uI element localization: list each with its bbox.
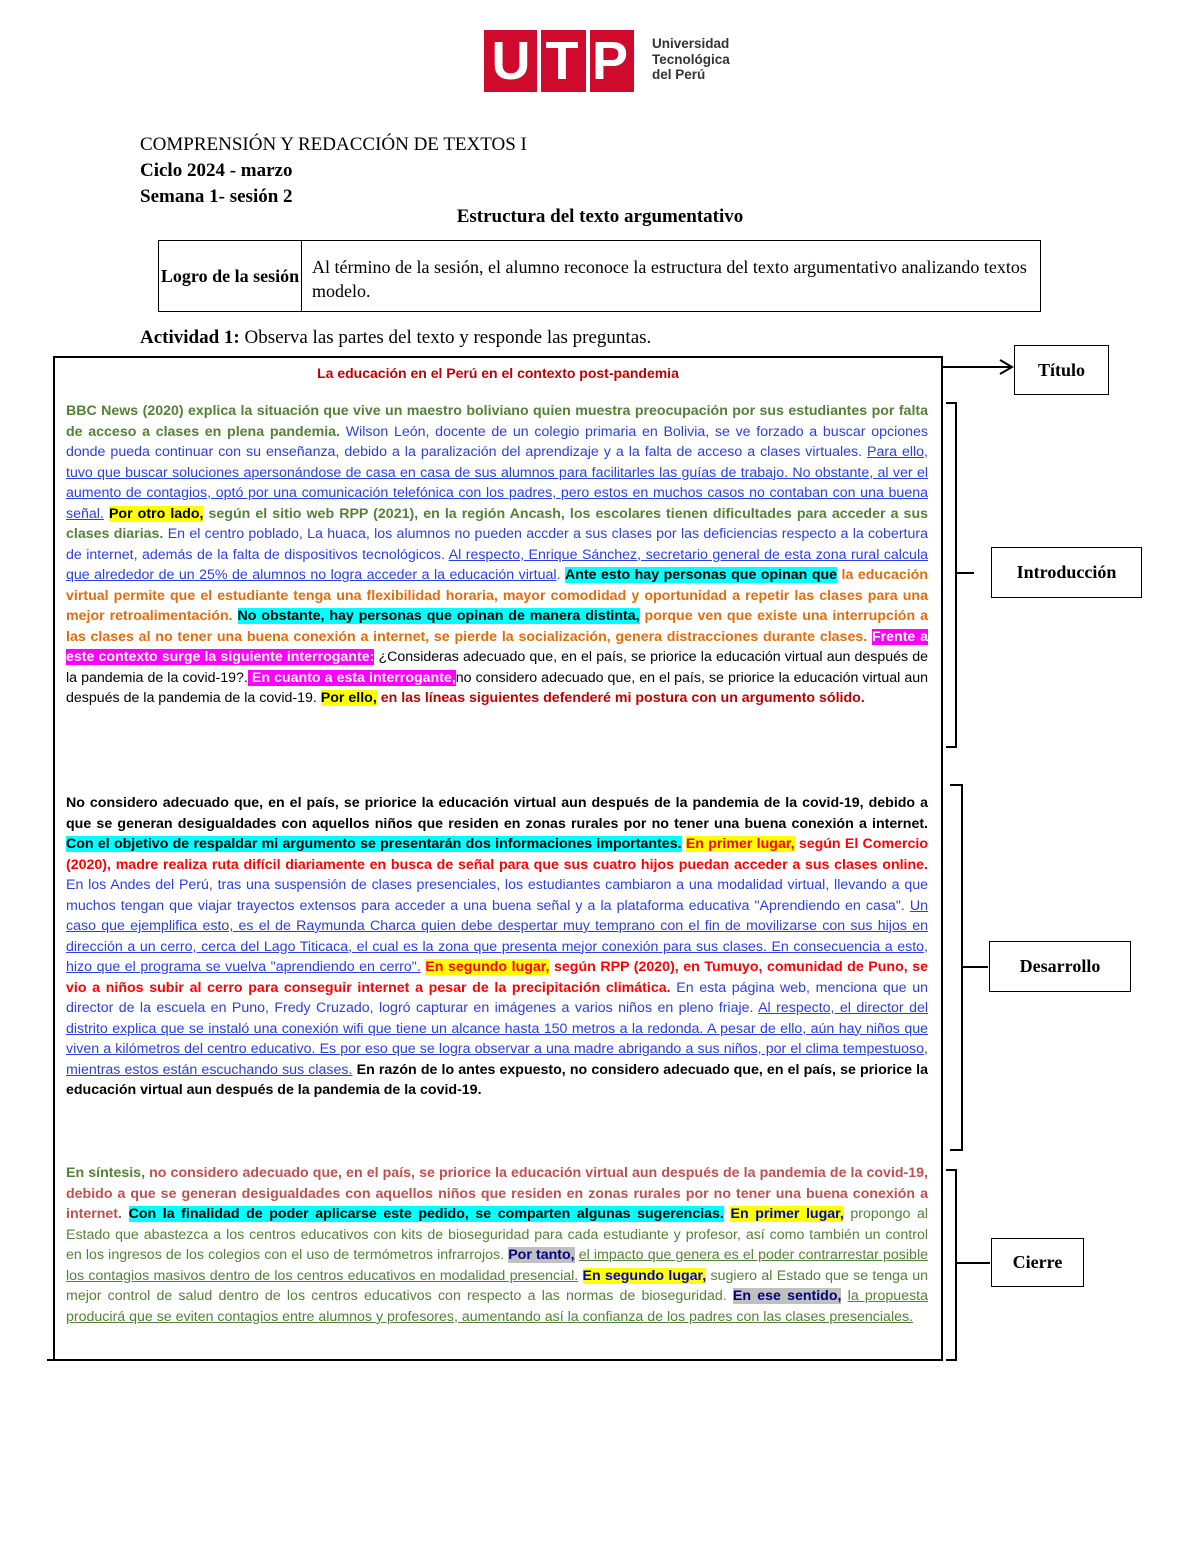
connector-highlight: Con el objetivo de respaldar mi argumento se presentarán dos informaciones importantes. (66, 836, 682, 852)
course-title: COMPRENSIÓN Y REDACCIÓN DE TEXTOS I (140, 134, 527, 155)
cycle-label: Ciclo 2024 - marzo (140, 160, 293, 181)
cierre-text-underlined: la propuesta producirá que se eviten contagios entre alumnos y profesores, aumentando así la confianza de los padres con las clases presenciales. (66, 1288, 929, 1325)
paragraph-desarrollo (66, 793, 928, 1101)
dev-thesis: No considero adecuado que, en el país, se priorice la educación virtual aun después de la pandemia de la covid-19, debido a que se generan desigualdades con aquellos niños que residen en zonas rurales por no tener una buena conexión a internet. (66, 795, 928, 832)
dev-conclusion: En razón de lo antes expuesto, no considero adecuado que, en el país, se priorice la educación virtual aun después de la pandemia de la covid-19. (66, 1061, 928, 1098)
document-header (140, 132, 527, 210)
logo-line-1: Universidad (652, 36, 730, 51)
connector-highlight: Frente a este contexto surge la siguiente interrogante: (66, 628, 928, 665)
label-titulo: Título (1014, 345, 1109, 395)
connector-highlight: No obstante, hay personas que opinan de manera distinta, (237, 608, 640, 624)
cierre-connector: En síntesis, (66, 1165, 146, 1181)
connector-highlight: En ese sentido, (732, 1288, 842, 1304)
cierre-text: propongo al Estado que abastezca a los centros educativos con kits de bioseguridad para cada estudiante y profesor, así como también un control en los ingresos de los colegios con el uso de termómetros infrarrojos. (66, 1206, 929, 1263)
label-cierre: Cierre (991, 1238, 1084, 1287)
connector-highlight: En cuanto a esta interrogante, (247, 669, 456, 686)
logo-letter-t: T (545, 31, 579, 91)
week-label: Semana 1- sesión 2 (140, 186, 293, 207)
intro-thesis: no considero adecuado que, en el país, se priorice la educación virtual aun después de la pandemia de la covid-19. (66, 669, 928, 706)
dev-argument: según El Comercio (2020), madre realiza ruta difícil diariamente en busca de señal para que sus cuatro hijos puedan acceder a sus clases online. (66, 836, 928, 873)
activity-label: Actividad 1: (140, 327, 240, 348)
intro-closing: en las líneas siguientes defenderé mi postura con un argumento sólido. (376, 690, 865, 706)
connector-highlight: En segundo lugar, (425, 959, 550, 975)
brace-cierre (946, 1170, 956, 1360)
logro-label: Logro de la sesión (159, 241, 302, 311)
label-introduccion: Introducción (991, 547, 1142, 598)
logro-table (158, 240, 1041, 312)
intro-thesis-source: BBC News (2020) explica la situación que vive un maestro boliviano quien muestra preocupación por sus estudiantes por falta de acceso a clases en plena pandemia. (66, 403, 928, 440)
connector-highlight: Ante esto hay personas que opinan que (564, 567, 838, 583)
logo-wordmark (652, 36, 730, 83)
logo-line-3: del Perú (652, 67, 706, 82)
cierre-text: sugiero al Estado que se tenga un mejor control de salud dentro de los centros educativos con respecto a las normas de bioseguridad. (66, 1267, 928, 1304)
intro-text: Wilson León, docente de un colegio primaria en Bolivia, se ve forzado a buscar opciones donde pueda continuar con su enseñanza, debido a la paralización del aprendizaje y a la falta de acceso a clases virtuales. (66, 423, 928, 460)
intro-text-underlined: Para ello, tuvo que buscar soluciones apersonándose de casa en casa de sus alumnos para facilitarles las guías de trabajo. No obstante, al ver el aumento de contagios, optó por una comunicación telefónica con los padres, pero estos en muchos casos no contaban con una buena señal. (66, 444, 928, 522)
activity-instruction (140, 327, 651, 349)
activity-text: Observa las partes del texto y responde las preguntas. (239, 327, 652, 348)
dev-text-underlined: Un caso que ejemplifica esto, es el de Raymunda Charca quien debe despertar muy temprano con el fin de movilizarse con sus hijos en dirección a un cerro, cerca del Lago Titicaca, el cual es la zona que presenta mejor conexión para sus clases. En consecuencia a esto, hizo que el programa se vuelva "aprendiendo en cerro". (66, 897, 928, 975)
intro-text-underlined: Al respecto, Enrique Sánchez, secretario general de esta zona rural calcula que alrededor de un 25% de alumnos no logra acceder a la educación virtual (66, 546, 928, 583)
logo-letter-p: P (591, 31, 629, 91)
structure-annotations (940, 355, 1200, 1375)
logo-letter-u: U (491, 31, 531, 91)
connector-highlight: Por tanto, (508, 1247, 575, 1263)
cierre-text-underlined: el impacto que genera es el poder contrarrestar posible los contagios masivos dentro de los centros educativos en modalidad presencial. (66, 1247, 928, 1284)
intro-opinion: porque ven que existe una interrupción a las clases al no tener una buena conexión a internet, se pierde la socialización, genera distracciones durante clases. (66, 608, 928, 645)
dev-text: En esta página web, menciona que un director de la escuela en Puno, Fredy Cruzado, logró capturar en imágenes a varios niños en pleno friaje. (66, 979, 928, 1016)
connector-highlight: Por otro lado, (108, 505, 204, 522)
connector-highlight: Con la finalidad de poder aplicarse este pedido, se comparten algunas sugerencias. (128, 1206, 724, 1222)
cierre-thesis: no considero adecuado que, en el país, se priorice la educación virtual aun después de la pandemia de la covid-19, debido a que se generan desigualdades con aquellos niños que residen en zonas rurales por no tener una buena conexión a internet. (66, 1165, 928, 1222)
connector-highlight: En primer lugar, (730, 1206, 844, 1222)
document-subtitle: Estructura del texto argumentativo (456, 206, 744, 227)
intro-text: En el centro poblado, La huaca, los alumnos no pueden accder a sus clases por las deficiencias respecto a la cobertura de internet, además de la falta de dispositivos tecnológicos. (66, 526, 928, 563)
dev-text: En los Andes del Perú, tras una suspensión de clases presenciales, los estudiantes cambiaron a una modalidad virtual, llevando a que muchos tengan que viajar trayectos extensos para acceder a una buena señal y a la plataforma educativa "Aprendiendo en casa". (66, 877, 928, 914)
utp-logo (484, 30, 744, 92)
intro-question: ¿Consideras adecuado que, en el país, se priorice la educación virtual aun después de la pandemia de la covid-19?. (66, 649, 929, 686)
label-desarrollo: Desarrollo (989, 941, 1131, 992)
dev-argument: según RPP (2020), en Tumuyo, comunidad de Puno, se vio a niños subir al cerro para conseguir internet a pesar de la precipitación climática. (66, 959, 928, 996)
intro-text: . (556, 567, 565, 583)
connector-highlight: En primer lugar, (685, 836, 795, 852)
connector-highlight: Por ello, (320, 690, 377, 706)
article-title: La educación en el Perú en el contexto post-pandemia (317, 365, 679, 381)
intro-opinion: la educación virtual permite que el estudiante tenga una flexibilidad horaria, mayor comodidad y oportunidad a repetir las clases para una mejor retroalimentación. (66, 567, 929, 624)
paragraph-introduccion (66, 401, 928, 709)
paragraph-cierre (66, 1163, 928, 1327)
logro-text: Al término de la sesión, el alumno reconoce la estructura del texto argumentativo analizando textos modelo. (312, 257, 1027, 301)
brace-introduccion (946, 403, 956, 747)
logo-line-2: Tecnológica (652, 51, 730, 67)
brace-desarrollo (950, 785, 962, 1150)
dev-text-underlined: Al respecto, el director del distrito explica que se instaló una conexión wifi que tiene un alcance hasta 150 metros a la redonda. A pesar de ello, aún hay niños que viven a kilómetros del centro educativo. Es por eso que se logra observar a una madre abrigando a sus niños, por el clima tempestuoso, mientras estos están escuchando sus clases. (66, 1000, 928, 1078)
logo-red-block (484, 30, 634, 92)
intro-source: según el sitio web RPP (2021), en la región Ancash, los escolares tienen dificultades para acceder a sus clases diarias. (66, 505, 928, 542)
connector-highlight: En segundo lugar, (582, 1267, 707, 1284)
frame-corner-tick (47, 1359, 55, 1361)
